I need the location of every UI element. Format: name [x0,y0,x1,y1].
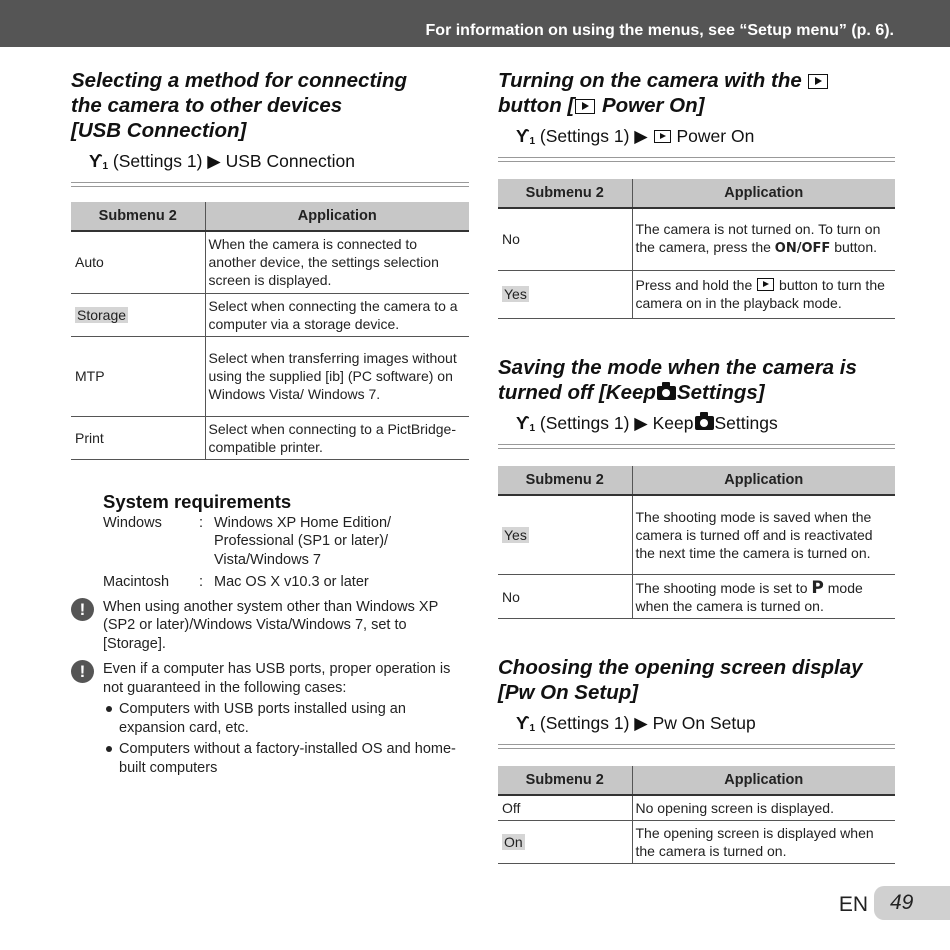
settings-wrench-icon: $ϒ_1$ [516,713,536,734]
playback-button-icon [575,99,595,114]
keep-section-title: Saving the mode when the camera is turned off [Keep Settings] [498,355,857,404]
col-header-application: Application [632,179,895,208]
col-header-submenu: Submenu 2 [498,466,632,495]
table-row: Off No opening screen is displayed. [498,795,895,820]
settings-wrench-icon: $ϒ_1$ [516,412,536,434]
settings-wrench-icon: $ϒ_1$ [516,126,536,147]
col-header-application: Application [632,466,895,495]
table-header-row [498,466,895,495]
power-submenu-table [498,179,895,319]
settings-wrench-icon: $ϒ_1$ [89,151,109,172]
left-column [71,68,469,777]
usb-submenu-table [71,202,469,460]
table-row: No The camera is not turned on. To turn on the camera, press the ON/OFF button. [498,208,895,270]
note-usb-ports: ! Even if a computer has USB ports, proper operation is not guaranteed in the following cases: Computers with USB ports installed using an expansion card, etc. Computers without a factory-installed OS and home-built computers [71,660,469,777]
page-number: 49 [890,891,914,914]
power-section-title: Turning on the camera with the button [ Power On] [498,68,895,118]
page-number-tab [874,886,950,920]
col-header-submenu: Submenu 2 [498,766,632,795]
pwon-menu-path: $ϒ_1$ (Settings 1) ▶ Pw On Setup [498,712,895,743]
table-row: Auto When the camera is connected to another device, the settings selection screen is displayed. [71,231,469,293]
col-header-submenu: Submenu 2 [498,179,632,208]
note-other-system: ! When using another system other than Windows XP (SP2 or later)/Windows Vista/Windows 7, set to [Storage]. [71,598,469,654]
usb-section-title: Selecting a method for connecting the camera to other devices [USB Connection] [71,69,408,142]
page-footer [790,886,950,920]
arrow-right-icon: ▶ [634,126,648,146]
arrow-right-icon: ▶ [207,151,221,171]
list-item: Computers with USB ports installed using an expansion card, etc. [103,700,469,737]
list-item: Computers without a factory-installed OS and home-built computers [103,740,469,777]
program-mode-icon: P [811,577,824,598]
warning-icon: ! [71,660,94,683]
pwon-section-title: Choosing the opening screen display [Pw On Setup] [498,656,863,704]
usb-menu-path: $ϒ_1$ (Settings 1) ▶ USB Connection [71,150,469,181]
table-row: Yes Press and hold the button to turn the camera on in the playback mode. [498,270,895,318]
table-header-row [498,766,895,795]
playback-button-icon [757,278,774,291]
sysreq-row-macintosh: Macintosh : Mac OS X v10.3 or later [103,574,369,590]
col-header-application: Application [205,202,469,231]
power-menu-path: $ϒ_1$ (Settings 1) ▶ Power On [498,125,895,156]
language-label: EN [838,893,868,916]
sysreq-row-windows: Windows : Windows XP Home Edition/ Professional (SP1 or later)/ Vista/Windows 7 [103,514,392,568]
header-bar [0,0,950,47]
pwon-submenu-table [498,766,895,864]
camera-icon [657,386,676,400]
table-row: On The opening screen is displayed when the camera is turned on. [498,820,895,863]
on-off-button-label: ON/OFF [774,241,831,257]
right-column [498,68,895,864]
system-requirements-title: System requirements [103,490,292,512]
header-text: For information on using the menus, see “Setup menu” (p. 6). [425,22,894,39]
table-header-row [498,179,895,208]
system-requirements [71,490,469,592]
table-row: No The shooting mode is set to P mode when the camera is turned on. [498,575,895,619]
playback-button-icon [654,130,671,143]
keep-menu-path: $ϒ_1$ (Settings 1) ▶ Keep Settings [498,412,895,443]
table-header-row [71,202,469,231]
warning-icon: ! [71,598,94,621]
col-header-submenu: Submenu 2 [71,202,205,231]
table-row: Print Select when connecting to a PictBridge-compatible printer. [71,416,469,459]
table-row: Storage Select when connecting the camera to a computer via a storage device. [71,293,469,336]
keep-submenu-table [498,466,895,620]
table-row: MTP Select when transferring images without using the supplied [ib] (PC software) on Windows Vista/ Windows 7. [71,336,469,416]
arrow-right-icon: ▶ [634,713,648,733]
camera-icon [695,416,714,430]
table-row: Yes The shooting mode is saved when the camera is turned off and is reactivated the next time the camera is turned on. [498,495,895,575]
arrow-right-icon: ▶ [634,412,648,433]
playback-button-icon [808,74,828,89]
col-header-application: Application [632,766,895,795]
